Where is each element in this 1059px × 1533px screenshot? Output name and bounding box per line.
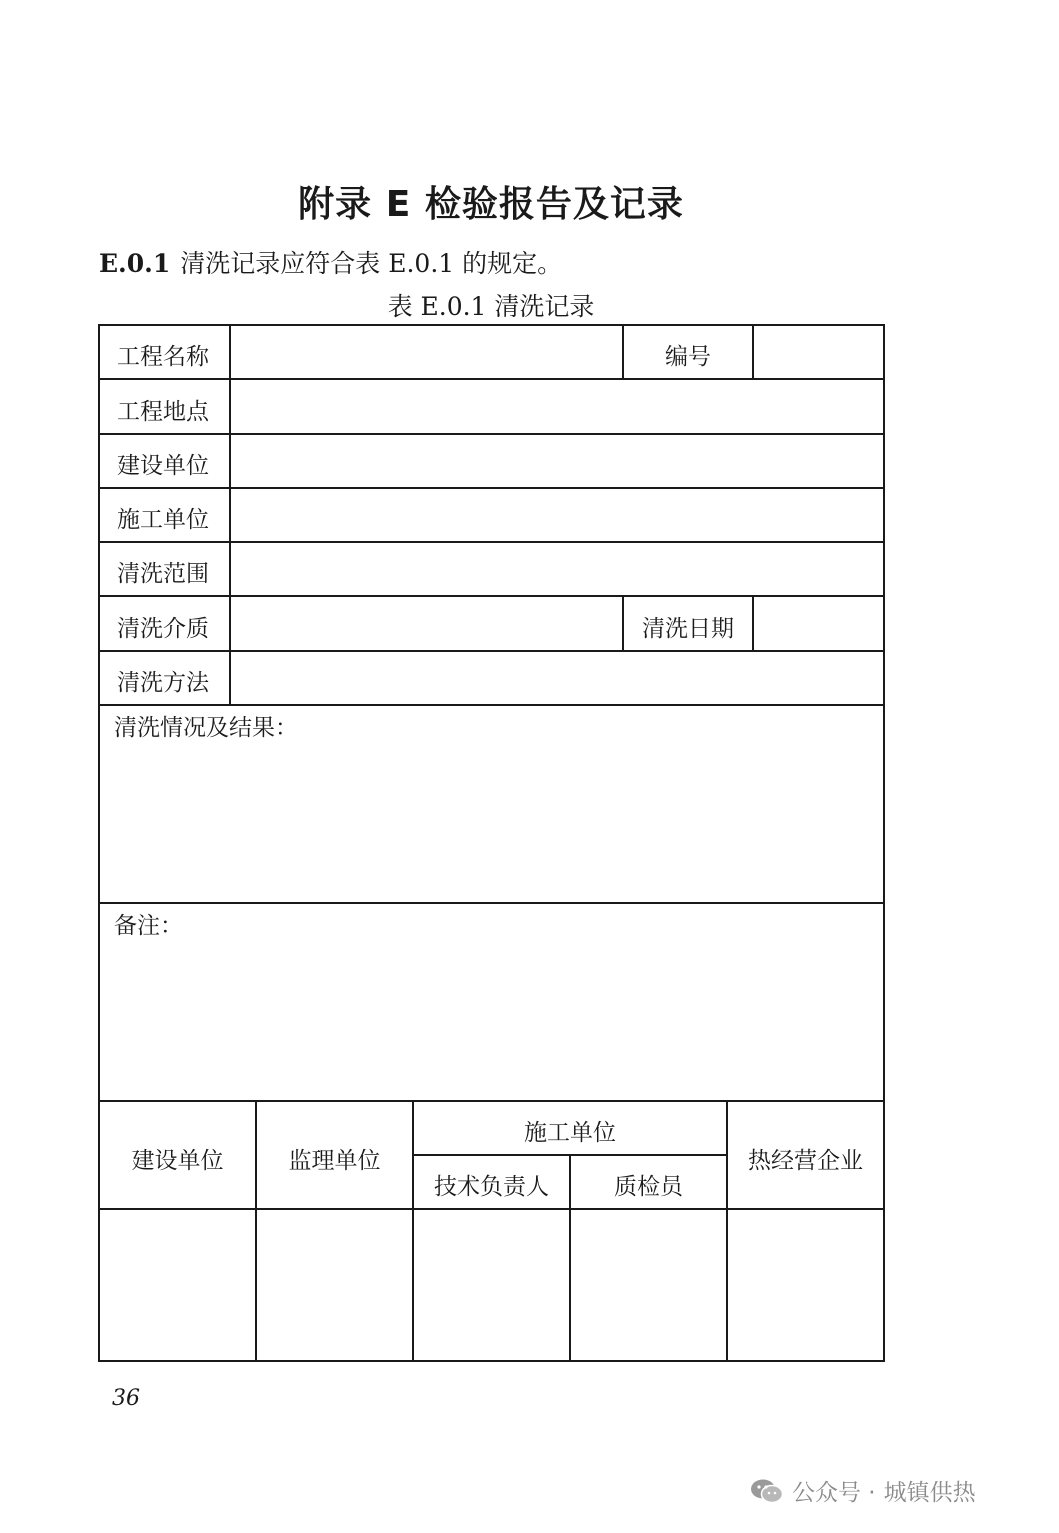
watermark — [750, 1474, 976, 1507]
watermark-account: 城镇供热 — [883, 1480, 976, 1506]
wechat-icon — [750, 1478, 784, 1504]
sig-header-inspector: 质检员 — [614, 1174, 683, 1200]
label-project-site: 工程地点 — [117, 399, 209, 425]
watermark-prefix: 公众号 · — [792, 1480, 876, 1506]
label-cleaning-date: 清洗日期 — [642, 616, 734, 642]
label-cleaning-scope: 清洗范围 — [117, 561, 209, 587]
field-cleaning-scope[interactable] — [231, 543, 883, 595]
field-construction-unit[interactable] — [231, 489, 883, 541]
label-owner-unit: 建设单位 — [117, 453, 209, 479]
label-remarks: 备注： — [114, 913, 183, 939]
appendix-heading: 附录 E 检验报告及记录 — [298, 184, 684, 225]
sig-header-tech-lead: 技术负责人 — [434, 1174, 549, 1200]
field-cleaning-date[interactable] — [754, 597, 883, 650]
page-number: 36 — [112, 1386, 140, 1411]
field-remarks[interactable] — [100, 938, 883, 1100]
table-caption: 表 E.0.1 清洗记录 — [387, 292, 595, 321]
clause-number: E.0.1 — [99, 249, 171, 278]
label-cleaning-medium: 清洗介质 — [117, 616, 209, 642]
label-construction-unit: 施工单位 — [117, 507, 209, 533]
label-serial-no: 编号 — [665, 344, 711, 370]
label-cleaning-results: 清洗情况及结果： — [114, 715, 298, 741]
sig-cell-tech-lead[interactable] — [414, 1210, 569, 1360]
field-project-site[interactable] — [231, 380, 883, 433]
sig-cell-supervisor[interactable] — [257, 1210, 412, 1360]
sig-cell-owner[interactable] — [100, 1210, 255, 1360]
field-cleaning-results[interactable] — [100, 740, 883, 902]
field-serial-no[interactable] — [754, 326, 883, 378]
label-cleaning-method: 清洗方法 — [117, 670, 209, 696]
field-owner-unit[interactable] — [231, 435, 883, 487]
sig-header-owner: 建设单位 — [131, 1148, 224, 1174]
field-project-name[interactable] — [231, 326, 622, 378]
field-cleaning-method[interactable] — [231, 652, 883, 704]
sig-cell-operator[interactable] — [728, 1210, 883, 1360]
sig-header-operator: 热经营企业 — [748, 1148, 863, 1174]
sig-header-construction: 施工单位 — [524, 1120, 616, 1146]
sig-header-supervisor: 监理单位 — [288, 1148, 381, 1174]
clause-e-0-1 — [99, 244, 562, 280]
clause-text: 清洗记录应符合表 E.0.1 的规定。 — [180, 249, 563, 278]
field-cleaning-medium[interactable] — [231, 597, 622, 650]
sig-cell-inspector[interactable] — [571, 1210, 726, 1360]
label-project-name: 工程名称 — [117, 344, 209, 370]
